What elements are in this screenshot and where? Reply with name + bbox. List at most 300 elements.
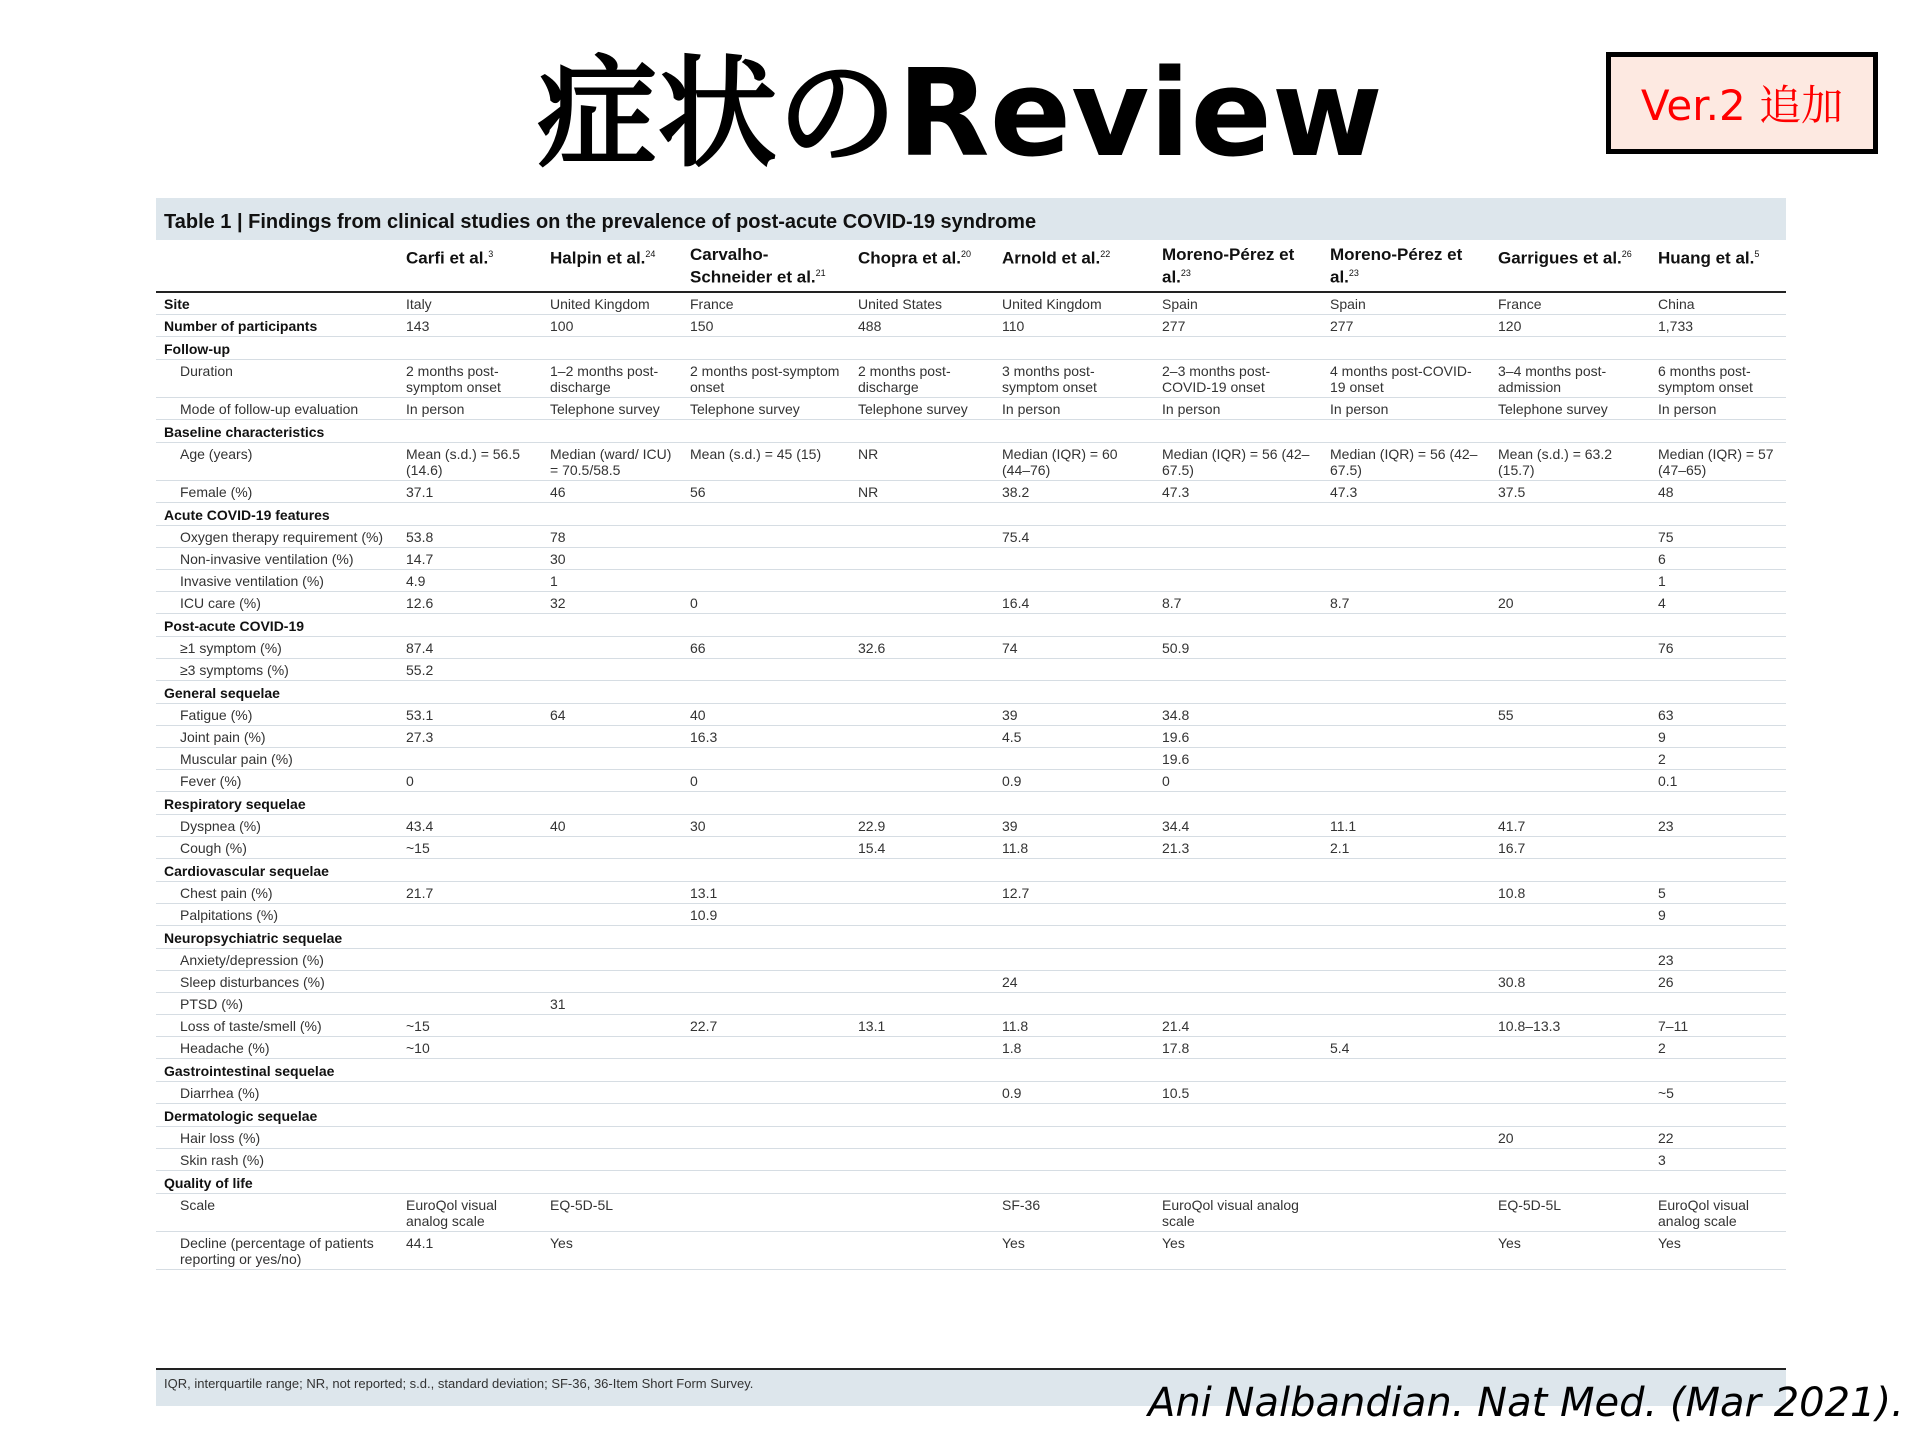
table-row (156, 703, 1786, 725)
row-label: Hair loss (%) (156, 1126, 398, 1148)
table-cell (542, 1014, 682, 1036)
table-cell: 87.4 (398, 636, 542, 658)
row-label: Mode of follow-up evaluation (156, 397, 398, 419)
table-section-row (156, 419, 1786, 442)
table-cell: 34.8 (1154, 703, 1322, 725)
table-cell (1322, 1014, 1490, 1036)
table-section-row (156, 336, 1786, 359)
slide-title: 症状のReview (537, 45, 1383, 184)
table-cell (850, 747, 994, 769)
table-cell: 30 (542, 547, 682, 569)
table-cell (850, 1231, 994, 1269)
column-header-name: Chopra et al. (858, 248, 961, 268)
table-cell (682, 1193, 850, 1231)
table-cell (1154, 658, 1322, 680)
table-cell (1490, 725, 1650, 747)
table-cell (1154, 1148, 1322, 1170)
table-cell: United Kingdom (994, 292, 1154, 315)
table-cell: 13.1 (850, 1014, 994, 1036)
table-section-row (156, 502, 1786, 525)
table-cell: 143 (398, 314, 542, 336)
column-header-ref: 24 (645, 249, 656, 259)
table-cell: ~5 (1650, 1081, 1786, 1103)
table-cell: In person (1650, 397, 1786, 419)
table-cell (1490, 948, 1650, 970)
row-label: Diarrhea (%) (156, 1081, 398, 1103)
table-cell: 50.9 (1154, 636, 1322, 658)
table-cell (542, 1148, 682, 1170)
row-label: Decline (percentage of patients reporting or yes/no) (156, 1231, 398, 1269)
table-cell (1154, 525, 1322, 547)
table-cell: Yes (994, 1231, 1154, 1269)
table-cell (850, 1193, 994, 1231)
column-header (1650, 240, 1786, 292)
table-cell: SF-36 (994, 1193, 1154, 1231)
column-header-name: Moreno-Pérez et al. (1330, 245, 1463, 287)
table-cell: 1 (542, 569, 682, 591)
table-header-row (156, 240, 1786, 292)
table-cell (850, 569, 994, 591)
table-cell (1322, 769, 1490, 791)
table-cell: 0.1 (1650, 769, 1786, 791)
table-cell: 14.7 (398, 547, 542, 569)
table-cell (398, 1126, 542, 1148)
table-row (156, 292, 1786, 315)
table-cell (398, 747, 542, 769)
table-row (156, 569, 1786, 591)
table-cell: 39 (994, 814, 1154, 836)
table-cell: In person (994, 397, 1154, 419)
table-cell: 2 months post-symptom onset (682, 359, 850, 397)
column-header (850, 240, 994, 292)
table-cell: 4 (1650, 591, 1786, 613)
table-cell (542, 769, 682, 791)
table-cell: EQ-5D-5L (542, 1193, 682, 1231)
table-cell: Median (IQR) = 56 (42–67.5) (1154, 442, 1322, 480)
table-cell (1322, 903, 1490, 925)
table-row (156, 769, 1786, 791)
table-row (156, 992, 1786, 1014)
table-cell (1322, 547, 1490, 569)
table-cell (1154, 569, 1322, 591)
section-label: Baseline characteristics (156, 419, 1786, 442)
section-label: Post-acute COVID-19 (156, 613, 1786, 636)
table-row (156, 547, 1786, 569)
table-cell: United Kingdom (542, 292, 682, 315)
table-cell: Yes (1650, 1231, 1786, 1269)
table-cell (850, 525, 994, 547)
version-badge: Ver.2 追加 (1606, 52, 1878, 154)
table-cell (1490, 903, 1650, 925)
row-label: Site (156, 292, 398, 315)
table-cell: 0.9 (994, 1081, 1154, 1103)
table-cell (850, 1081, 994, 1103)
table-cell: 1.8 (994, 1036, 1154, 1058)
citation: Ani Nalbandian. Nat Med. (Mar 2021). (1148, 1380, 1904, 1426)
table-cell (994, 658, 1154, 680)
table-cell: 488 (850, 314, 994, 336)
table-cell: 4.5 (994, 725, 1154, 747)
table-row (156, 903, 1786, 925)
table-cell: 11.1 (1322, 814, 1490, 836)
row-label: Anxiety/depression (%) (156, 948, 398, 970)
column-header-name: Carvalho-Schneider et al. (690, 245, 816, 287)
table-cell: 2 (1650, 1036, 1786, 1058)
section-label: Respiratory sequelae (156, 791, 1786, 814)
table-cell (682, 569, 850, 591)
table-cell: Mean (s.d.) = 63.2 (15.7) (1490, 442, 1650, 480)
table-cell (850, 948, 994, 970)
table-cell: 10.8–13.3 (1490, 1014, 1650, 1036)
table-cell: ~15 (398, 1014, 542, 1036)
table-cell: Telephone survey (850, 397, 994, 419)
table-cell: 5.4 (1322, 1036, 1490, 1058)
table-cell: Yes (1490, 1231, 1650, 1269)
table-cell (1490, 747, 1650, 769)
table-cell: NR (850, 480, 994, 502)
table-cell: 37.1 (398, 480, 542, 502)
table-cell (542, 881, 682, 903)
table-cell (682, 970, 850, 992)
table-row (156, 314, 1786, 336)
table-cell (398, 970, 542, 992)
section-label: Neuropsychiatric sequelae (156, 925, 1786, 948)
table-cell (542, 747, 682, 769)
table-section-row (156, 925, 1786, 948)
column-header-name: Halpin et al. (550, 248, 646, 268)
table-cell (1490, 1148, 1650, 1170)
table-cell (1650, 992, 1786, 1014)
table-row (156, 1014, 1786, 1036)
table-cell (1650, 658, 1786, 680)
section-label: Follow-up (156, 336, 1786, 359)
table-cell (1490, 636, 1650, 658)
table-foot-rule (156, 1368, 1786, 1370)
table-cell (1154, 547, 1322, 569)
table-cell (682, 547, 850, 569)
table-cell: 12.7 (994, 881, 1154, 903)
table-cell: 47.3 (1322, 480, 1490, 502)
table-cell: 20 (1490, 591, 1650, 613)
table-cell: 11.8 (994, 1014, 1154, 1036)
table-cell: 13.1 (682, 881, 850, 903)
table-cell: Italy (398, 292, 542, 315)
column-header-ref: 23 (1348, 268, 1359, 278)
table-cell (850, 881, 994, 903)
table-cell (542, 658, 682, 680)
table-cell: 2–3 months post-COVID-19 onset (1154, 359, 1322, 397)
table-cell (1490, 569, 1650, 591)
table-cell: 3 (1650, 1148, 1786, 1170)
table-cell (542, 1126, 682, 1148)
findings-table (156, 240, 1786, 1270)
table-cell: 1–2 months post-discharge (542, 359, 682, 397)
table-cell (1490, 547, 1650, 569)
table-cell (542, 836, 682, 858)
table-cell: 16.7 (1490, 836, 1650, 858)
table-cell: 0 (682, 591, 850, 613)
table-cell (682, 1036, 850, 1058)
table-row (156, 1081, 1786, 1103)
table-cell (542, 725, 682, 747)
table-cell: 4 months post-COVID-19 onset (1322, 359, 1490, 397)
table-cell: 76 (1650, 636, 1786, 658)
table-cell: 75.4 (994, 525, 1154, 547)
table-cell (994, 569, 1154, 591)
table-cell: 75 (1650, 525, 1786, 547)
column-header-ref: 3 (488, 249, 494, 259)
table-cell: 44.1 (398, 1231, 542, 1269)
row-label: Headache (%) (156, 1036, 398, 1058)
table-cell (1322, 1148, 1490, 1170)
table-cell: 17.8 (1154, 1036, 1322, 1058)
table-cell (850, 658, 994, 680)
row-label: ≥3 symptoms (%) (156, 658, 398, 680)
row-label: Muscular pain (%) (156, 747, 398, 769)
table-cell: Telephone survey (542, 397, 682, 419)
table-cell: 21.3 (1154, 836, 1322, 858)
table-cell: Mean (s.d.) = 45 (15) (682, 442, 850, 480)
table-cell: 41.7 (1490, 814, 1650, 836)
table-cell: Telephone survey (1490, 397, 1650, 419)
table-cell (1322, 658, 1490, 680)
table-row (156, 442, 1786, 480)
row-label: Loss of taste/smell (%) (156, 1014, 398, 1036)
column-header (1154, 240, 1322, 292)
table-cell: 56 (682, 480, 850, 502)
column-header-name: Moreno-Pérez et al. (1162, 245, 1295, 287)
table-cell: 0 (682, 769, 850, 791)
table-cell: France (682, 292, 850, 315)
row-label: PTSD (%) (156, 992, 398, 1014)
section-label: Quality of life (156, 1170, 1786, 1193)
table-cell: 8.7 (1322, 591, 1490, 613)
table-cell: 30 (682, 814, 850, 836)
table-row (156, 881, 1786, 903)
table-row (156, 1231, 1786, 1269)
table-cell: 20 (1490, 1126, 1650, 1148)
table-cell (1322, 703, 1490, 725)
table-cell: 6 (1650, 547, 1786, 569)
table-row (156, 636, 1786, 658)
table-cell (1322, 992, 1490, 1014)
column-header-ref: 5 (1754, 249, 1760, 259)
table-cell (1490, 658, 1650, 680)
column-header-ref: 20 (960, 249, 971, 259)
table-cell (1490, 769, 1650, 791)
column-header-ref: 26 (1621, 249, 1632, 259)
row-label: Chest pain (%) (156, 881, 398, 903)
table-cell (850, 1036, 994, 1058)
table-row (156, 658, 1786, 680)
table-cell: Spain (1322, 292, 1490, 315)
table-cell: 16.4 (994, 591, 1154, 613)
table-cell: 63 (1650, 703, 1786, 725)
column-header (994, 240, 1154, 292)
table-cell (1322, 881, 1490, 903)
table-row (156, 814, 1786, 836)
table-cell: 23 (1650, 814, 1786, 836)
table-cell (682, 1231, 850, 1269)
table-cell (682, 525, 850, 547)
table-row (156, 948, 1786, 970)
table-section-row (156, 791, 1786, 814)
table-cell: 0 (1154, 769, 1322, 791)
table-row (156, 525, 1786, 547)
table-cell: 3 months post-symptom onset (994, 359, 1154, 397)
table-cell: 10.5 (1154, 1081, 1322, 1103)
table-cell (1650, 836, 1786, 858)
table-cell (682, 658, 850, 680)
table-cell: ~10 (398, 1036, 542, 1058)
table-cell: 277 (1154, 314, 1322, 336)
table-cell (994, 948, 1154, 970)
table-cell (1154, 970, 1322, 992)
table-cell (682, 836, 850, 858)
table-cell: 6 months post-symptom onset (1650, 359, 1786, 397)
table-cell: 2 months post-discharge (850, 359, 994, 397)
table-cell (682, 948, 850, 970)
table-cell (850, 903, 994, 925)
table-cell (1490, 525, 1650, 547)
table-cell: Yes (542, 1231, 682, 1269)
column-header-ref: 23 (1180, 268, 1191, 278)
table-row (156, 725, 1786, 747)
table-cell: EuroQol visual analog scale (1154, 1193, 1322, 1231)
table-cell: 21.7 (398, 881, 542, 903)
row-label: Non-invasive ventilation (%) (156, 547, 398, 569)
table-cell (1154, 881, 1322, 903)
table-section-row (156, 680, 1786, 703)
table-cell: 15.4 (850, 836, 994, 858)
findings-table-panel (156, 198, 1786, 1406)
table-cell (994, 903, 1154, 925)
table-cell: Spain (1154, 292, 1322, 315)
table-footnote: IQR, interquartile range; NR, not reported; s.d., standard deviation; SF-36, 36-Item Short Form Survey. (164, 1376, 754, 1391)
table-cell: 37.5 (1490, 480, 1650, 502)
column-header (398, 240, 542, 292)
table-section-row (156, 1170, 1786, 1193)
table-cell (1322, 948, 1490, 970)
table-cell (850, 725, 994, 747)
table-cell (542, 1081, 682, 1103)
table-cell: 9 (1650, 725, 1786, 747)
table-cell (682, 1148, 850, 1170)
table-cell: 66 (682, 636, 850, 658)
row-label: Female (%) (156, 480, 398, 502)
table-section-row (156, 1103, 1786, 1126)
row-label: Sleep disturbances (%) (156, 970, 398, 992)
table-cell: 16.3 (682, 725, 850, 747)
column-header-name: Carfi et al. (406, 248, 489, 268)
table-cell: United States (850, 292, 994, 315)
table-cell: EuroQol visual analog scale (398, 1193, 542, 1231)
table-cell: 53.1 (398, 703, 542, 725)
table-cell: China (1650, 292, 1786, 315)
row-label: ≥1 symptom (%) (156, 636, 398, 658)
table-cell (994, 1126, 1154, 1148)
table-cell (398, 903, 542, 925)
table-row (156, 747, 1786, 769)
table-cell: Yes (1154, 1231, 1322, 1269)
table-row (156, 591, 1786, 613)
row-label: Palpitations (%) (156, 903, 398, 925)
table-cell: In person (398, 397, 542, 419)
table-cell: 9 (1650, 903, 1786, 925)
table-cell (682, 1081, 850, 1103)
table-row (156, 397, 1786, 419)
table-cell (994, 1148, 1154, 1170)
table-cell (398, 992, 542, 1014)
row-label: Number of participants (156, 314, 398, 336)
table-cell (542, 636, 682, 658)
table-cell (1154, 1126, 1322, 1148)
column-header (682, 240, 850, 292)
table-cell (850, 769, 994, 791)
table-cell: Median (IQR) = 57 (47–65) (1650, 442, 1786, 480)
table-cell: 47.3 (1154, 480, 1322, 502)
table-cell: 21.4 (1154, 1014, 1322, 1036)
table-cell: 100 (542, 314, 682, 336)
table-cell: EQ-5D-5L (1490, 1193, 1650, 1231)
row-label: Dyspnea (%) (156, 814, 398, 836)
table-cell (994, 747, 1154, 769)
table-cell: 120 (1490, 314, 1650, 336)
section-label: General sequelae (156, 680, 1786, 703)
table-cell: 38.2 (994, 480, 1154, 502)
table-cell: 150 (682, 314, 850, 336)
table-cell: EuroQol visual analog scale (1650, 1193, 1786, 1231)
table-cell: 110 (994, 314, 1154, 336)
table-cell: 55.2 (398, 658, 542, 680)
table-cell: 43.4 (398, 814, 542, 836)
table-cell: 27.3 (398, 725, 542, 747)
table-row (156, 1126, 1786, 1148)
table-row (156, 1036, 1786, 1058)
table-cell: Median (ward/ ICU) = 70.5/58.5 (542, 442, 682, 480)
table-cell: 55 (1490, 703, 1650, 725)
row-label: Invasive ventilation (%) (156, 569, 398, 591)
table-cell: In person (1322, 397, 1490, 419)
table-rows (156, 292, 1786, 1270)
table-cell: 2.1 (1322, 836, 1490, 858)
table-cell (682, 747, 850, 769)
table-cell: 4.9 (398, 569, 542, 591)
table-cell: 10.9 (682, 903, 850, 925)
table-cell (1322, 569, 1490, 591)
table-cell (1322, 1081, 1490, 1103)
table-row (156, 970, 1786, 992)
table-caption: Table 1 | Findings from clinical studies on the prevalence of post-acute COVID-19 syndrome (164, 211, 1037, 233)
table-cell (1154, 948, 1322, 970)
table-cell (542, 948, 682, 970)
table-cell (850, 970, 994, 992)
row-label: Fever (%) (156, 769, 398, 791)
table-cell (1154, 992, 1322, 1014)
table-cell: 23 (1650, 948, 1786, 970)
column-header (1322, 240, 1490, 292)
table-cell (850, 1148, 994, 1170)
column-header (1490, 240, 1650, 292)
table-cell: 34.4 (1154, 814, 1322, 836)
column-header-name: Huang et al. (1658, 248, 1755, 268)
row-label: Oxygen therapy requirement (%) (156, 525, 398, 547)
table-cell: 78 (542, 525, 682, 547)
row-label: Duration (156, 359, 398, 397)
table-cell: 11.8 (994, 836, 1154, 858)
table-section-row (156, 613, 1786, 636)
row-label: Scale (156, 1193, 398, 1231)
